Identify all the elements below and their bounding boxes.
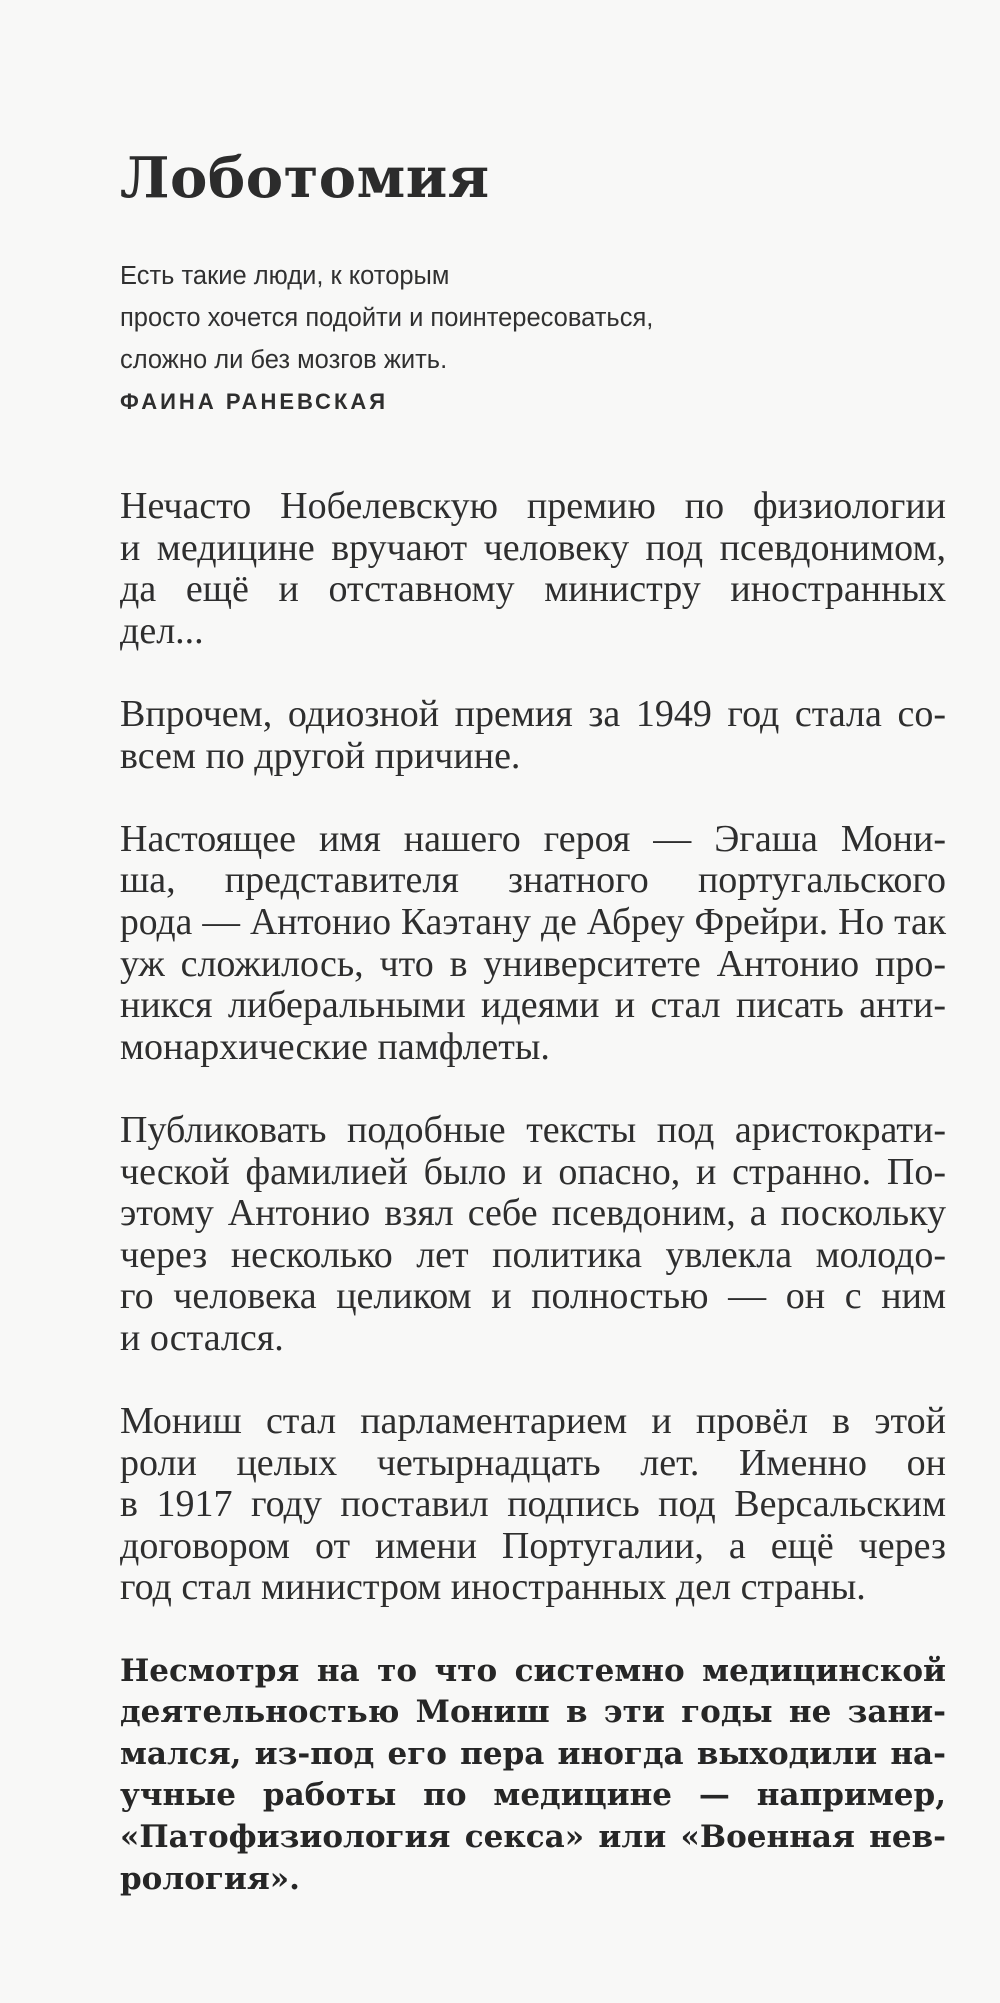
paragraph-line: роли целых четырнадцать лет. Именно он <box>120 1441 946 1484</box>
paragraph-line: в 1917 году поставил подпись под Версальским <box>120 1483 946 1526</box>
paragraph-line: мался, из-под его пера иногда выходили на- <box>120 1735 946 1772</box>
paragraph-line: Впрочем, одиозной премия за 1949 год стала со- <box>120 692 946 735</box>
paragraph <box>120 1110 946 1360</box>
paragraph-line: через несколько лет политика увлекла молодо- <box>120 1233 946 1276</box>
paragraph-line: Несмотря на то что системно медицинской <box>120 1652 946 1689</box>
paragraph-line: всем по другой причине. <box>120 734 521 777</box>
paragraph-line: дел... <box>120 609 204 652</box>
epigraph-line: сложно ли без мозгов жить. <box>120 346 448 374</box>
paragraph-line: этому Антонио взял себе псевдоним, а поскольку <box>120 1192 946 1235</box>
paragraph-line: монархические памфлеты. <box>120 1025 550 1068</box>
epigraph-author: ФАИНА РАНЕВСКАЯ <box>120 389 389 414</box>
paragraph-line: учные работы по медицине — например, <box>120 1777 946 1814</box>
paragraph-line: рода — Антонио Каэтану де Абреу Фрейри. Но так <box>120 900 946 943</box>
paragraph <box>120 819 946 1069</box>
paragraph <box>120 1401 946 1609</box>
epigraph-line: Есть такие люди, к которым <box>120 262 450 290</box>
paragraph-line: рология». <box>120 1860 300 1897</box>
paragraph-line: и медицине вручают человеку под псевдонимом, <box>120 526 946 569</box>
paragraph-line: да ещё и отставному министру иностранных <box>120 568 946 611</box>
paragraph-line: «Патофизиология секса» или «Военная нев- <box>120 1819 946 1855</box>
paragraph <box>120 694 946 777</box>
paragraph-line: год стал министром иностранных дел страны. <box>120 1566 866 1609</box>
epigraph-line: просто хочется подойти и поинтересоваться, <box>120 304 654 332</box>
paragraph-line: Мониш стал парламентарием и провёл в этой <box>120 1400 946 1443</box>
paragraph-line: го человека целиком и полностью — он с ним <box>120 1275 946 1318</box>
paragraph-line: никся либеральными идеями и стал писать анти- <box>120 984 946 1027</box>
paragraph-line: деятельностью Мониш в эти годы не зани- <box>120 1694 946 1731</box>
paragraph-line: Настоящее имя нашего героя — Эгаша Мони- <box>120 817 946 860</box>
paragraph-line: Публиковать подобные тексты под аристократи- <box>120 1108 946 1151</box>
paragraph-line: и остался. <box>120 1316 284 1359</box>
paragraph <box>120 1651 946 1901</box>
paragraph-line: договором от имени Португалии, а ещё через <box>120 1524 946 1567</box>
paragraph-line: ша, представителя знатного португальского <box>120 859 946 902</box>
body-text <box>120 486 946 1942</box>
chapter-title: Лоботомия <box>120 145 490 211</box>
paragraph-line: уж сложилось, что в университете Антонио про- <box>120 942 946 985</box>
paragraph-line: ческой фамилией было и опасно, и странно. По- <box>120 1150 946 1193</box>
paragraph <box>120 486 946 652</box>
epigraph <box>120 255 820 421</box>
paragraph-line: Нечасто Нобелевскую премию по физиологии <box>120 485 946 527</box>
